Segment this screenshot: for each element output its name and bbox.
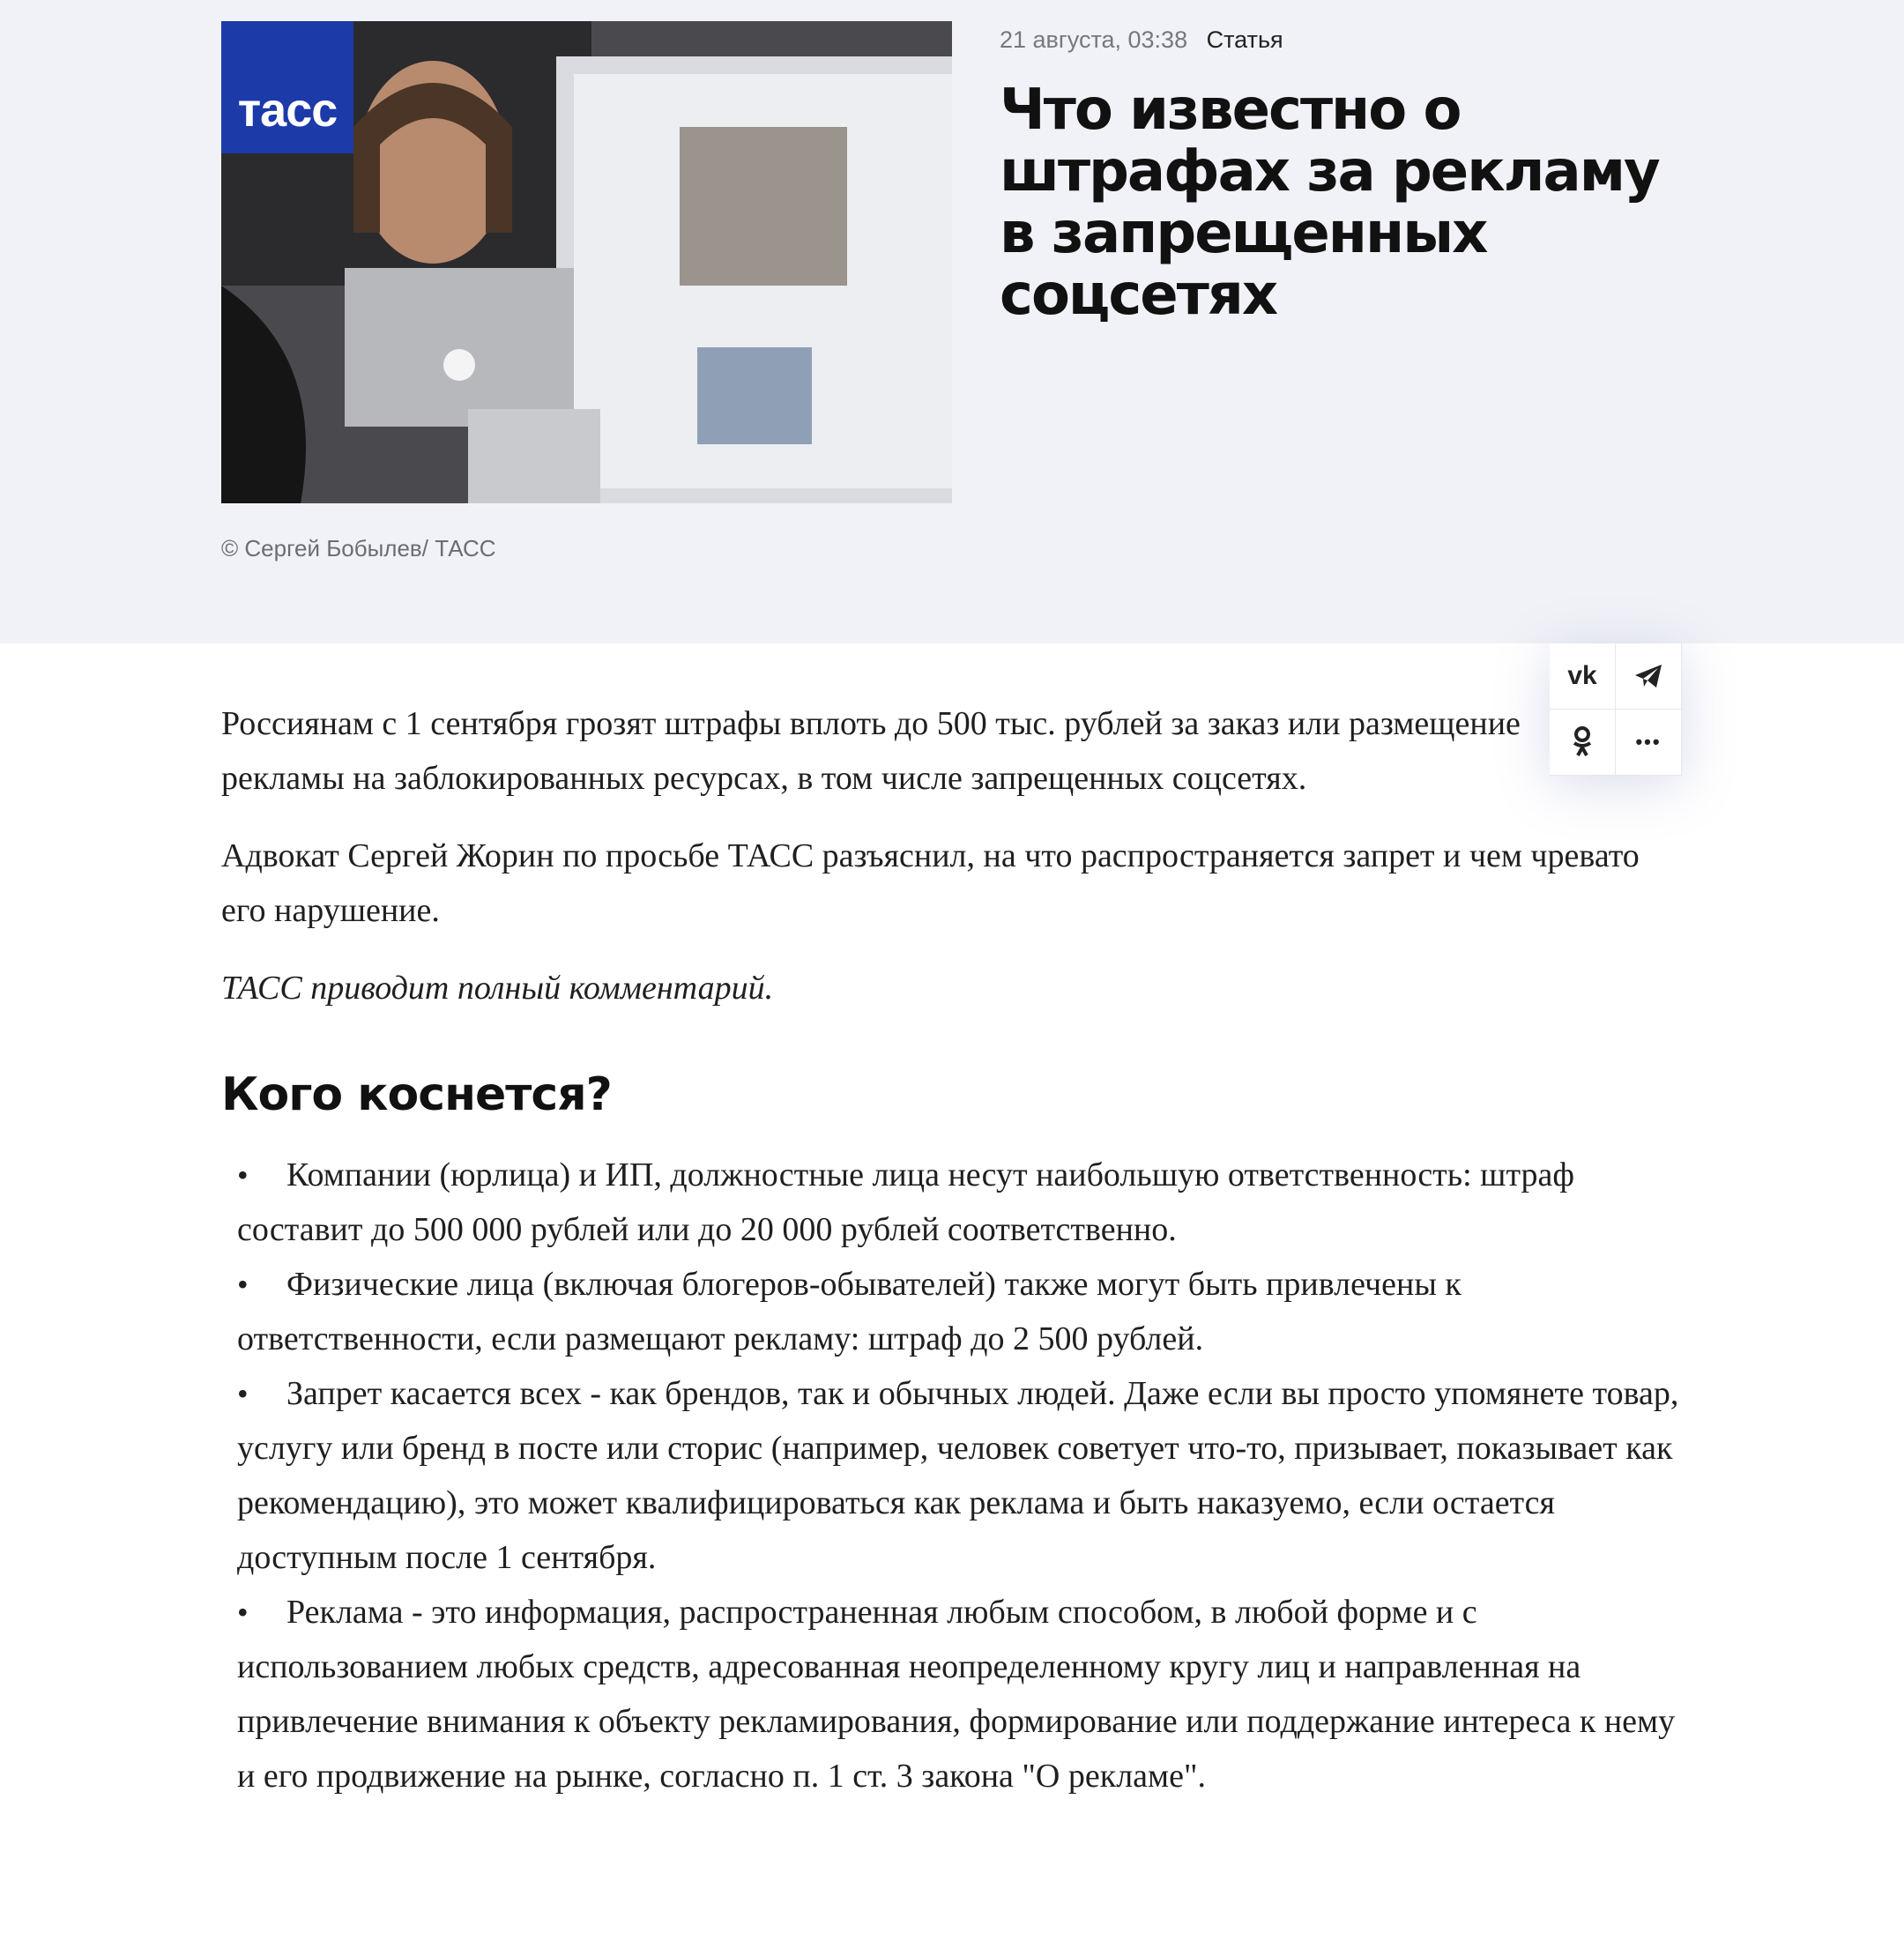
tass-logo: тасс — [221, 21, 353, 153]
article-body — [221, 696, 1685, 1803]
article-type[interactable]: Статья — [1206, 26, 1283, 53]
article-title: Что известно о штрафах за рекламу в запрещенных соцсетях — [1000, 78, 1659, 328]
article-header — [0, 0, 1904, 643]
photo-credit: © Сергей Бобылев/ ТАСС — [221, 535, 496, 561]
vk-icon: vk — [1567, 661, 1597, 690]
section-heading: Кого коснется? — [221, 1068, 612, 1121]
lead-paragraph: Россиянам с 1 сентября грозят штрафы вплоть до 500 тыс. рублей за заказ или размещение рекламы на заблокированных ресурсах, в том числе запрещенных соцсетях. — [221, 705, 1521, 797]
telegram-icon — [1633, 663, 1663, 689]
list-item: • Запрет касается всех - как брендов, так и обычных людей. Даже если вы просто упомянете товар, услугу или бренд в посте или сторис (например, человек советует что-то, призывает, показывает как рекомендацию), это может квалифицироваться как реклама и быть наказуемо, если остается доступным после 1 сентября. — [237, 1366, 1685, 1585]
list-item: • Реклама - это информация, распространенная любым способом, в любой форме и с использованием любых средств, адресованная неопределенному кругу лиц и направленная на привлечение внимания к объекту рекламирования, формирование или поддержание интереса к нему и его продвижение на рынке, согласно п. 1 ст. 3 закона "О рекламе". — [237, 1585, 1685, 1803]
article-photo — [221, 21, 952, 503]
bullet-list — [221, 1148, 1685, 1803]
list-item: • Физические лица (включая блогеров-обывателей) также могут быть привлечены к ответственности, если размещают рекламу: штраф до 2 500 рублей. — [237, 1257, 1685, 1366]
paragraph: Адвокат Сергей Жорин по просьбе ТАСС разъяснил, на что распространяется запрет и чем чревато его нарушение. — [221, 837, 1640, 929]
paragraph-italic: ТАСС приводит полный комментарий. — [221, 970, 774, 1007]
more-icon: ••• — [1635, 731, 1662, 753]
list-item: • Компании (юрлица) и ИП, должностные лица несут наибольшую ответственность: штраф составит до 500 000 рублей или до 20 000 рублей соответственно. — [237, 1148, 1685, 1257]
publish-date: 21 августа, 03:38 — [1000, 26, 1188, 53]
article-meta — [1000, 26, 1283, 54]
